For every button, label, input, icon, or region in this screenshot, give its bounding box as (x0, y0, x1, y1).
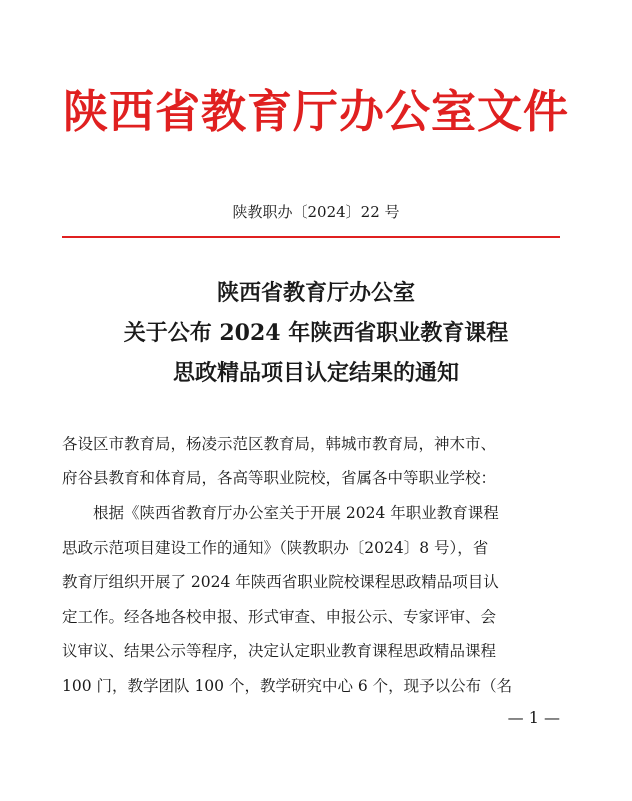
notice-title-line-3: 思政精品项目认定结果的通知 (172, 360, 459, 386)
red-divider-line (62, 236, 560, 238)
document-header-title: 陕西省教育厅办公室文件 (62, 85, 569, 138)
body-line-8: 100 门，教学团队 100 个，教学研究中心 6 个，现予以公布（名 (62, 677, 513, 695)
body-line-6: 定工作。经各地各校申报、形式审查、申报公示、专家评审、会 (62, 608, 497, 626)
document-number: 陕教职办〔2024〕22 号 (232, 203, 400, 221)
notice-title-line-1: 陕西省教育厅办公室 (216, 280, 415, 306)
body-line-4: 思政示范项目建设工作的通知》（陕教职办〔2024〕8 号），省 (62, 539, 489, 557)
body-line-5: 教育厅组织开展了 2024 年陕西省职业院校课程思政精品项目认 (62, 573, 499, 591)
body-line-7: 议审议、结果公示等程序，决定认定职业教育课程思政精品课程 (62, 642, 497, 660)
page-number: — 1 — (507, 708, 560, 727)
body-line-3: 根据《陕西省教育厅办公室关于开展 2024 年职业教育课程 (62, 504, 499, 522)
body-line-2: 府谷县教育和体育局，各高等职业院校，省属各中等职业学校： (62, 469, 497, 487)
notice-title-line-2: 关于公布 2024 年陕西省职业教育课程 (123, 320, 509, 346)
body-line-1: 各设区市教育局，杨凌示范区教育局，韩城市教育局，神木市、 (62, 435, 497, 453)
